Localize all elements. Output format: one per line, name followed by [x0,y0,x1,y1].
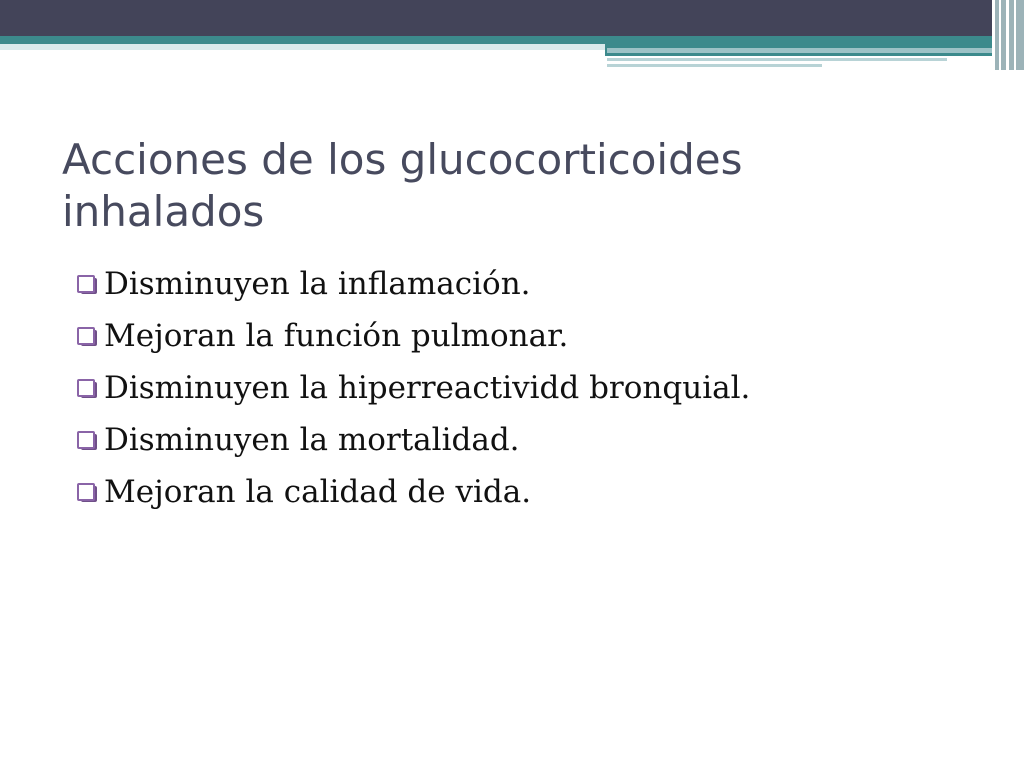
square-checkbox-icon [76,430,97,451]
bullet-item [76,310,976,362]
slide-title [62,134,962,238]
header-band-light [0,44,605,50]
header-vertical-gap [999,0,1001,70]
bullet-text: Disminuyen la inflamación. [104,266,531,302]
slide-title-line: inhalados [62,187,265,236]
header-vertical-stripe [1016,0,1024,70]
bullet-item [76,414,976,466]
bullet-text: Mejoran la calidad de vida. [104,474,532,510]
bullet-text: Disminuyen la mortalidad. [104,422,520,458]
square-checkbox-icon [76,326,97,347]
square-checkbox-icon [76,274,97,295]
header-band-dark [0,0,1024,36]
bullet-list [76,258,976,518]
header-vertical-gap [1014,0,1016,70]
header-thin-line [607,58,947,61]
square-checkbox-icon [76,378,97,399]
square-checkbox-icon [76,482,97,503]
header-vertical-gap [1006,0,1009,70]
header-thin-line [607,64,822,67]
bullet-item [76,258,976,310]
bullet-text: Disminuyen la hiperreactividd bronquial. [104,370,751,406]
slide-title-line: Acciones de los glucocorticoides [62,135,743,184]
header-vertical-gap [992,0,995,70]
bullet-text: Mejoran la función pulmonar. [104,318,569,354]
header-band-step-inner [607,48,1000,53]
bullet-item [76,466,976,518]
bullet-item [76,362,976,414]
